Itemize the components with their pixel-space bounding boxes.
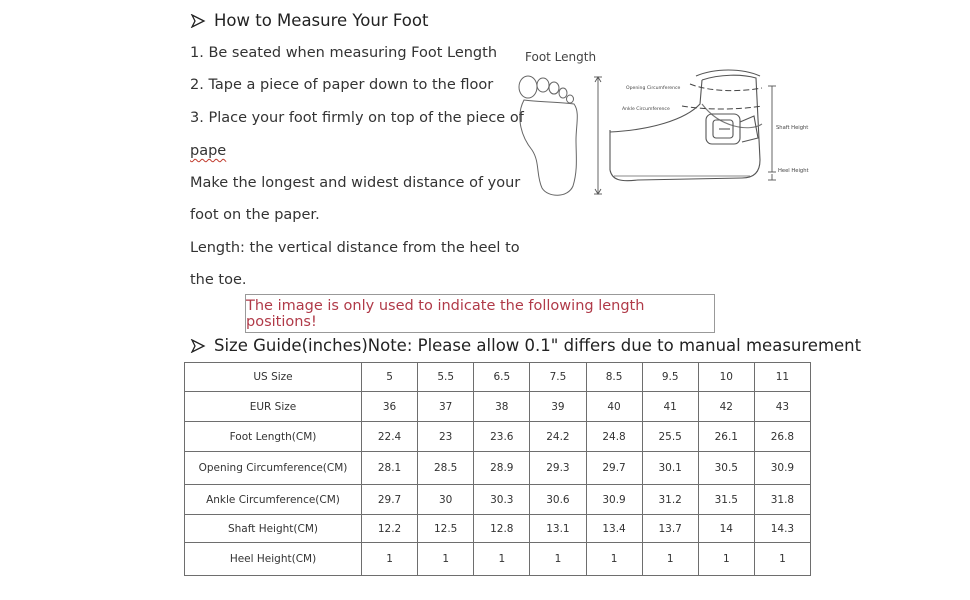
notice-box xyxy=(245,294,715,333)
table-cell: 30 xyxy=(418,485,474,515)
table-cell: 28.5 xyxy=(418,452,474,485)
foot-length-label: Foot Length xyxy=(525,50,597,64)
table-cell: 30.9 xyxy=(754,452,810,485)
heel-height-label: Heel Height xyxy=(778,168,809,174)
table-cell: 12.2 xyxy=(362,515,418,543)
table-cell: 1 xyxy=(586,543,642,576)
foot-outline-icon xyxy=(519,76,577,195)
table-cell: 29.3 xyxy=(530,452,586,485)
table-cell: 11 xyxy=(754,363,810,392)
opening-circumference-label: Opening Circumference xyxy=(626,86,681,91)
table-cell: 30.3 xyxy=(474,485,530,515)
table-row xyxy=(185,515,811,543)
instruction-line-b: foot on the paper. xyxy=(190,207,320,223)
table-cell: 28.1 xyxy=(362,452,418,485)
table-cell: 10 xyxy=(698,363,754,392)
table-cell: 30.9 xyxy=(586,485,642,515)
table-cell: 42 xyxy=(698,392,754,422)
table-cell: 1 xyxy=(362,543,418,576)
notice-text: The image is only used to indicate the following length positions! xyxy=(246,297,645,330)
table-cell: 12.8 xyxy=(474,515,530,543)
table-cell: 31.8 xyxy=(754,485,810,515)
table-cell: 13.1 xyxy=(530,515,586,543)
table-cell: 26.1 xyxy=(698,422,754,452)
row-label: Foot Length(CM) xyxy=(185,422,362,452)
table-cell: 1 xyxy=(642,543,698,576)
measure-heading-text: How to Measure Your Foot xyxy=(214,11,429,30)
table-cell: 30.6 xyxy=(530,485,586,515)
table-cell: 28.9 xyxy=(474,452,530,485)
table-cell: 13.4 xyxy=(586,515,642,543)
shaft-height-dimension xyxy=(768,86,776,180)
step-1: 1. Be seated when measuring Foot Length xyxy=(190,45,498,61)
misspelled-word: pape xyxy=(190,143,227,159)
measure-heading xyxy=(190,11,428,30)
table-row xyxy=(185,363,811,392)
table-cell: 38 xyxy=(474,392,530,422)
table-cell: 14.3 xyxy=(754,515,810,543)
table-cell: 1 xyxy=(418,543,474,576)
row-label: EUR Size xyxy=(185,392,362,422)
step-2: 2. Tape a piece of paper down to the floor xyxy=(190,77,494,93)
row-label: Opening Circumference(CM) xyxy=(185,452,362,485)
row-label: Heel Height(CM) xyxy=(185,543,362,576)
row-label: US Size xyxy=(185,363,362,392)
arrow-bullet-icon xyxy=(190,339,206,353)
table-cell: 8.5 xyxy=(586,363,642,392)
size-guide-heading-text: Size Guide(inches)Note: Please allow 0.1" differs due to manual measurement xyxy=(214,336,862,355)
row-label: Shaft Height(CM) xyxy=(185,515,362,543)
arrow-bullet-icon xyxy=(190,14,206,28)
table-cell: 23 xyxy=(418,422,474,452)
circumference-lines xyxy=(682,84,762,109)
table-cell: 43 xyxy=(754,392,810,422)
table-cell: 22.4 xyxy=(362,422,418,452)
table-cell: 40 xyxy=(586,392,642,422)
table-cell: 1 xyxy=(754,543,810,576)
table-cell: 7.5 xyxy=(530,363,586,392)
table-cell: 1 xyxy=(698,543,754,576)
instruction-line-d: the toe. xyxy=(190,272,247,288)
table-cell: 41 xyxy=(642,392,698,422)
table-cell: 12.5 xyxy=(418,515,474,543)
table-cell: 31.5 xyxy=(698,485,754,515)
table-cell: 29.7 xyxy=(586,452,642,485)
ankle-circumference-label: Ankle Circumference xyxy=(622,107,670,112)
table-cell: 1 xyxy=(474,543,530,576)
table-row xyxy=(185,485,811,515)
table-cell: 30.5 xyxy=(698,452,754,485)
table-cell: 24.2 xyxy=(530,422,586,452)
step-3-continued xyxy=(190,143,226,159)
table-cell: 31.2 xyxy=(642,485,698,515)
table-cell: 13.7 xyxy=(642,515,698,543)
instruction-line-a: Make the longest and widest distance of your xyxy=(190,175,521,191)
table-cell: 9.5 xyxy=(642,363,698,392)
table-cell: 1 xyxy=(530,543,586,576)
table-cell: 37 xyxy=(418,392,474,422)
shaft-height-label: Shaft Height xyxy=(776,125,809,131)
step-3: 3. Place your foot firmly on top of the piece of xyxy=(190,110,524,126)
table-cell: 36 xyxy=(362,392,418,422)
table-cell: 24.8 xyxy=(586,422,642,452)
table-cell: 5.5 xyxy=(418,363,474,392)
measurement-diagram xyxy=(510,40,820,205)
table-row xyxy=(185,452,811,485)
table-cell: 5 xyxy=(362,363,418,392)
table-row xyxy=(185,392,811,422)
table-cell: 39 xyxy=(530,392,586,422)
table-cell: 26.8 xyxy=(754,422,810,452)
instruction-line-c: Length: the vertical distance from the heel to xyxy=(190,240,520,256)
row-label: Ankle Circumference(CM) xyxy=(185,485,362,515)
size-guide-table xyxy=(184,362,811,576)
table-cell: 30.1 xyxy=(642,452,698,485)
table-cell: 14 xyxy=(698,515,754,543)
size-guide-heading xyxy=(190,336,861,355)
table-cell: 25.5 xyxy=(642,422,698,452)
size-table-body xyxy=(185,363,811,576)
foot-length-dimension xyxy=(594,77,602,194)
table-cell: 6.5 xyxy=(474,363,530,392)
table-row xyxy=(185,422,811,452)
table-row xyxy=(185,543,811,576)
table-cell: 23.6 xyxy=(474,422,530,452)
table-cell: 29.7 xyxy=(362,485,418,515)
